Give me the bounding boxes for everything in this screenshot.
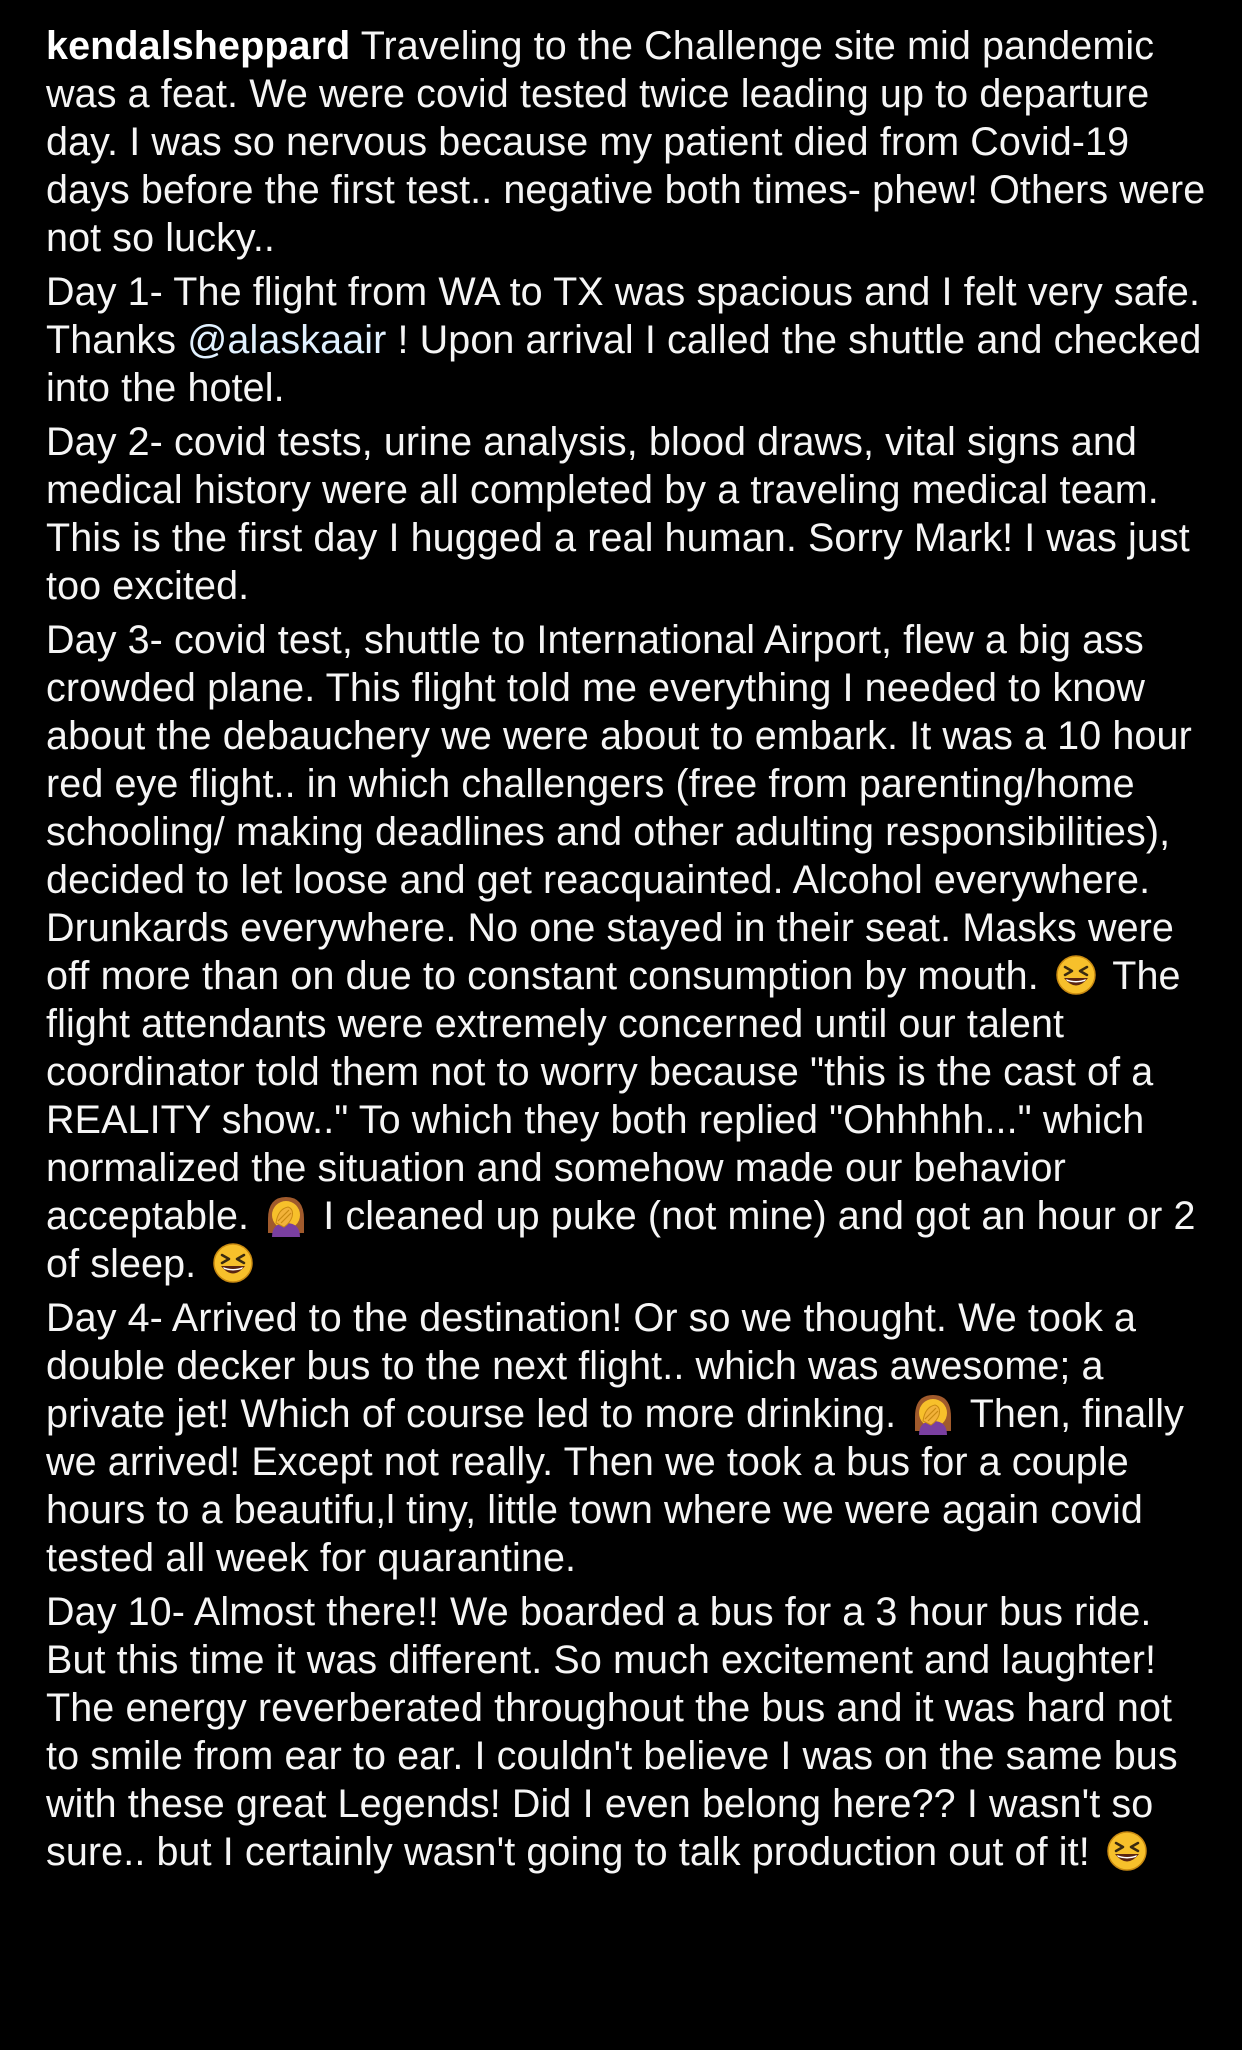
grinning-squinting-face-icon bbox=[1103, 1829, 1151, 1873]
caption-intro bbox=[46, 22, 1206, 262]
day3-text-c: I cleaned up puke (not mine) and got an hour or 2 of sleep. bbox=[46, 1194, 1196, 1286]
caption-day-1 bbox=[46, 268, 1206, 412]
day2-text: Day 2- covid tests, urine analysis, blood draws, vital signs and medical history were all completed by a traveling medical team. This is the first day I hugged a real human. Sorry Mark! I was just too excited. bbox=[46, 420, 1190, 608]
day4-text-b: Then, finally we arrived! Except not really. Then we took a bus for a couple hours to a beautifu,l tiny, little town where we were again covid tested all week for quarantine. bbox=[46, 1392, 1184, 1580]
day3-text-a: Day 3- covid test, shuttle to International Airport, flew a big ass crowded plane. This flight told me everything I needed to know about the debauchery we were about to embark. It was a 10 hour red eye flight.. in which challengers (free from parenting/home schooling/ making deadlines and other adulting responsibilities), decided to let loose and get reacquainted. Alcohol everywhere. Drunkards everywhere. No one stayed in their seat. Masks were off more than on due to constant consumption by mouth. bbox=[46, 618, 1192, 998]
grinning-squinting-face-icon bbox=[1052, 953, 1100, 997]
woman-facepalming-icon bbox=[262, 1193, 310, 1237]
caption-day-3 bbox=[46, 616, 1206, 1288]
grinning-squinting-face-icon bbox=[209, 1241, 257, 1285]
day10-text: Day 10- Almost there!! We boarded a bus for a 3 hour bus ride. But this time it was different. So much excitement and laughter! The energy reverberated throughout the bus and it was hard not to smile from ear to ear. I couldn't believe I was on the same bus with these great Legends! Did I even belong here?? I wasn't so sure.. but I certainly wasn't going to talk production out of it! bbox=[46, 1590, 1178, 1874]
caption-day-10 bbox=[46, 1588, 1206, 1876]
woman-facepalming-icon bbox=[909, 1391, 957, 1435]
intro-text: Traveling to the Challenge site mid pandemic was a feat. We were covid tested twice leading up to departure day. I was so nervous because my patient died from Covid-19 days before the first test.. negative both times- phew! Others were not so lucky.. bbox=[46, 24, 1206, 260]
post-caption bbox=[46, 22, 1206, 1882]
day1-text-a: Day 1- The flight from WA to TX was spacious and I felt very safe. Thanks bbox=[46, 270, 1201, 362]
mention-alaskaair[interactable]: @alaskaair bbox=[187, 318, 387, 362]
day3-text-b: The flight attendants were extremely concerned until our talent coordinator told them not to worry because "this is the cast of a REALITY show.." To which they both replied "Ohhhhh..." which normalized the situation and somehow made our behavior acceptable. bbox=[46, 954, 1181, 1238]
day1-text-b: ! Upon arrival I called the shuttle and checked into the hotel. bbox=[46, 318, 1202, 410]
post-username[interactable]: kendalsheppard bbox=[46, 24, 351, 68]
caption-day-2 bbox=[46, 418, 1206, 610]
day4-text-a: Day 4- Arrived to the destination! Or so we thought. We took a double decker bus to the next flight.. which was awesome; a private jet! Which of course led to more drinking. bbox=[46, 1296, 1137, 1436]
caption-day-4 bbox=[46, 1294, 1206, 1582]
